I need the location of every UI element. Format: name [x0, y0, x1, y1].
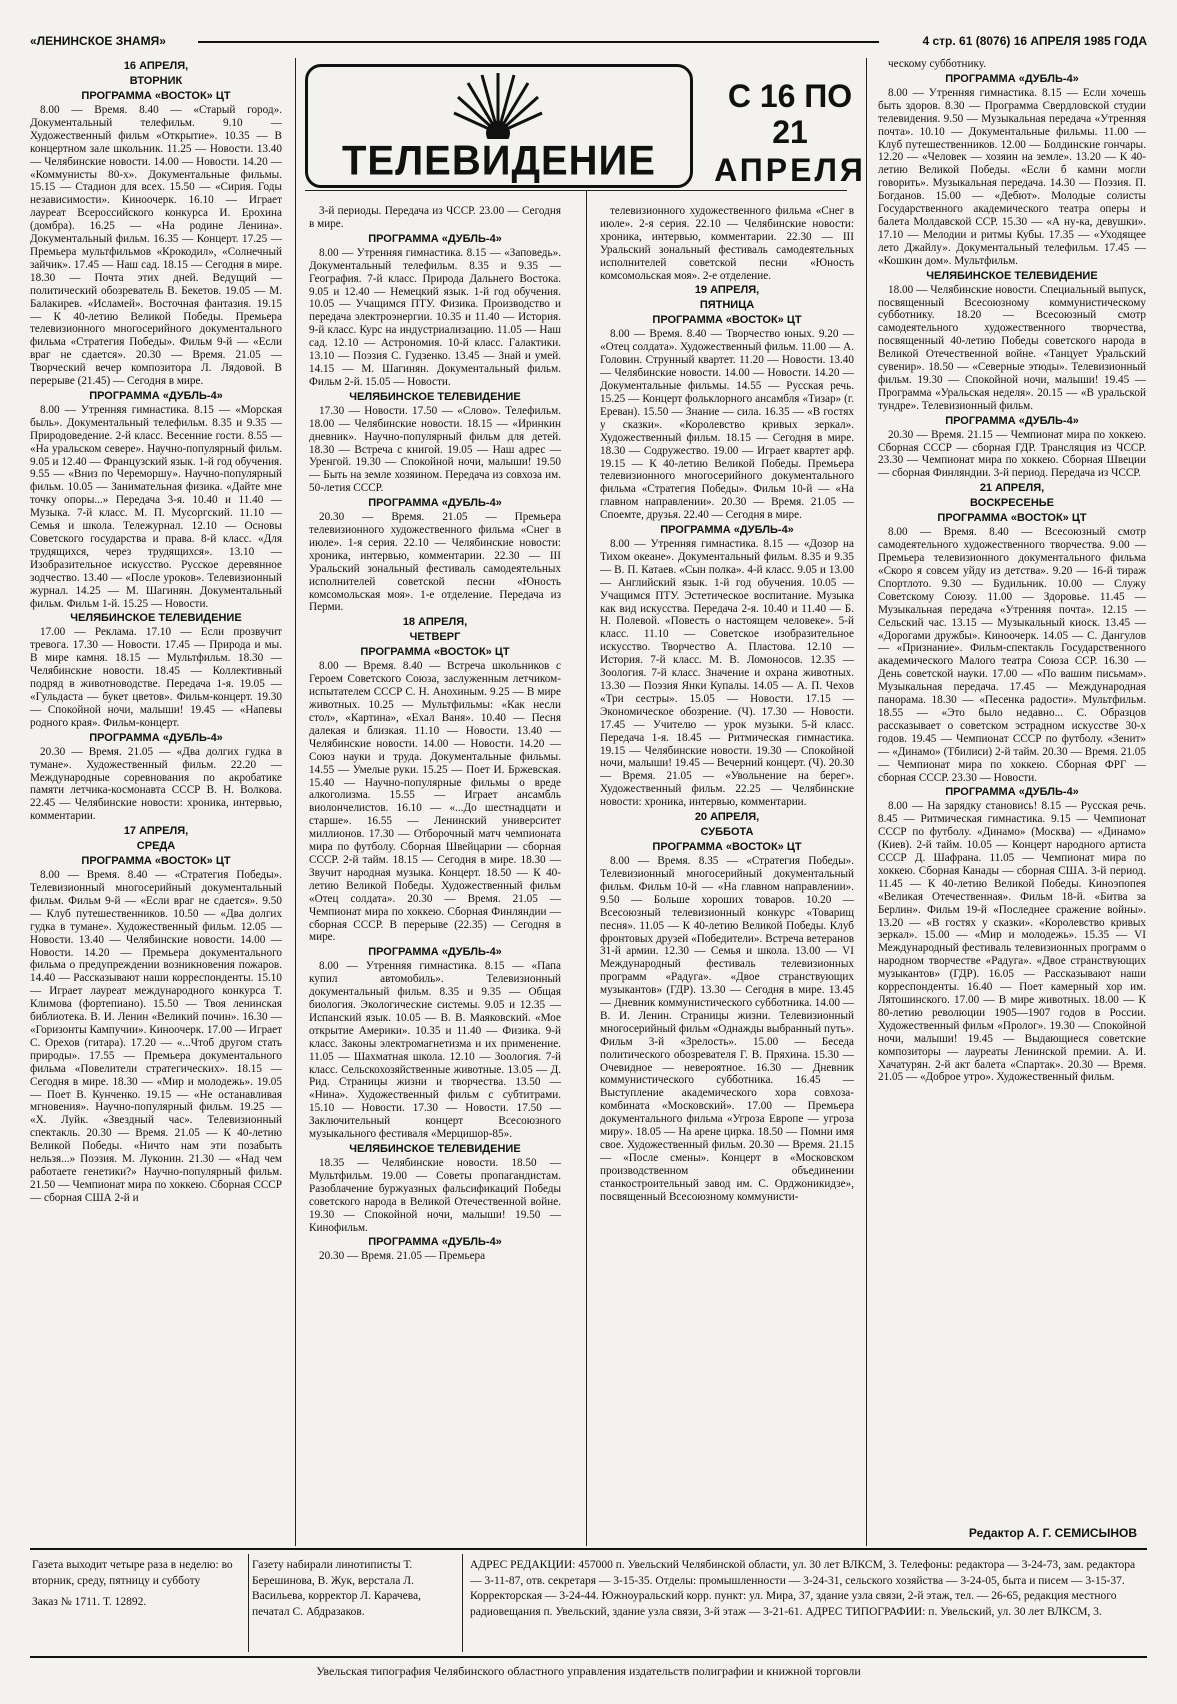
- section-heading: ПРОГРАММА «ДУБЛЬ-4»: [368, 946, 502, 959]
- program-listing: 8.00 — Время. 8.40 — Всесоюзный смотр самодеятельного художественного творчества. 9.00 — Премьера телевизионного документального фильма «Скоро я совсем уйду из детства». 9.20 — 16-й тираж Спортлото. 9.30 — Будильник. 10.00 — Служу Советскому Союзу. 11.00 — Здоровье. 11.45 — Музыкальная передача «Утренняя почта». 12.15 — Сельский час. 13.15 — Музыкальный киоск. 13.45 — «Дорогами дружбы». Киноочерк. 14.05 — С. Дангулов — «Признание». Фильм-спектакль Государственного академического Малого театра Союза ССР. 16.30 — День советской науки. 17.00 — «По вашим письмам». Музыкальная передача. 17.45 — Международная панорама. 18.30 — «Песенка радости». Мультфильм. 18.55 — «Это было недавно... С. Образцов рассказывает о советском эстрадном искусстве 30-х годов. 19.45 — Чемпионат СССР по футболу. «Зенит» — «Динамо» (Тбилиси) 2-й тайм. 20.30 — Время. 21.05 — Чемпионат мира по хоккею. Сборная ФРГ — сборная СССР. 23.30 — Новости.: [878, 526, 1146, 784]
- program-listing: 20.30 — Время. 21.15 — Чемпионат мира по хоккею. Сборная СССР — сборная ГДР. Трансляция из ЧССР. 23.30 — Чемпионат мира по хоккею. Сборная Швеции — сборная Финляндии. 3-й период. Передача из ЧССР.: [878, 428, 1146, 480]
- program-listing: 20.30 — Время. 21.05 — Премьера телевизионного художественного фильма «Снег в июле». 1-я серия. 22.10 — Челябинские новости: хроника, интервью, комментарии. 22.30 — III Уральский зональный фестиваль самодеятельных исполнителей советской песни «Юность комсомольская моя». 1-е отделение. Передача из Перми.: [309, 511, 561, 614]
- section-heading: ПРОГРАММА «ВОСТОК» ЦТ: [652, 314, 802, 327]
- dates-range: С 16 ПО 21: [727, 78, 853, 150]
- column-3: [600, 205, 854, 1545]
- column-1: [30, 58, 282, 1546]
- section-heading: ЧЕЛЯБИНСКОЕ ТЕЛЕВИДЕНИЕ: [70, 612, 242, 625]
- section-heading: ПРОГРАММА «ДУБЛЬ-4»: [368, 1236, 502, 1249]
- section-heading: ВОСКРЕСЕНЬЕ: [969, 497, 1055, 510]
- section-heading: 21 АПРЕЛЯ,: [979, 482, 1045, 495]
- column-divider: [586, 190, 587, 1546]
- logo-title: ТЕЛЕВИДЕНИЕ: [342, 137, 656, 185]
- printing-house: Увельская типография Челябинского областного управления издательств полиграфии и книжной торговли: [316, 1664, 861, 1678]
- program-listing: 8.00 — Время. 8.40 — Творчество юных. 9.20 — «Отец солдата». Художественный фильм. 11.00 — А. Головин. Струнный квартет. 11.20 — Новости. 13.40 — Челябинские новости. 14.00 — Новости. 14.20 — Документальные фильмы. 14.55 — Русская речь. 15.25 — Концерт фольклорного ансамбля «Тизар» (г. Ереван). 15.50 — Знание — сила. 16.35 — «В гостях у сказки». «Королевство кривых зеркал». Художественный фильм. 18.15 — Сегодня в мире. 18.30 — Содружество. 19.00 — Играет квартет арф. 19.15 — К 40-летию Великой Победы. Премьера телевизионного многосерийного документального фильма «Стратегия Победы». Фильм 10-й — «На главном направлении». 20.30 — Время. 21.05 — Споемте, друзья. 22.40 — Сегодня в мире.: [600, 328, 854, 522]
- column-divider: [866, 58, 867, 1546]
- section-heading: ПРОГРАММА «ВОСТОК» ЦТ: [81, 855, 231, 868]
- issue-info: 4 стр. 61 (8076) 16 АПРЕЛЯ 1985 ГОДА: [922, 34, 1147, 48]
- program-listing: 8.00 — Утренняя гимнастика. 8.15 — «Дозор на Тихом океане». Документальный фильм. 8.35 и 9.35 — В. П. Катаев. «Сын полка». 4-й класс. 9.05 и 13.00 — Английский язык. 1-й год обучения. 10.05 — Учащимся ПТУ. Эстетическое воспитание. Музыка как вид искусства. Передача 2-я. 10.40 и 11.40 — Б. Н. Полевой. «Повесть о настоящем человеке». 5-й класс. 11.10 — Советское изобразительное искусство. Творчество А. Пластова. 12.10 — История. 7-й класс. М. В. Ломоносов. 12.35 — Зоология. 7-й класс. Значение и охрана животных. 13.30 — Поэзия Янки Купалы. 14.05 — А. П. Чехов «Три сестры». 15.05 — Новости. 17.15 — Экономическое обозрение. (Ч). 17.30 — Новости. 17.45 — Учителю — урок музыки. 5-й класс. Передача 1-я. 18.45 — Ритмическая гимнастика. 19.15 — Челябинские новости. 19.30 — Спокойной ночи, малыши! 19.45 — Вечерний концерт. (Ч). 20.30 — Время. 21.05 — «Увольнение на берег». Художественный фильм. 22.25 — Челябинские новости: хроника, интервью, комментарии.: [600, 538, 854, 809]
- section-heading: ВТОРНИК: [129, 75, 183, 87]
- section-heading: 19 АПРЕЛЯ,: [694, 284, 760, 297]
- editorial-address: АДРЕС РЕДАКЦИИ: 457000 п. Увельский Челябинской области, ул. 30 лет ВЛКСМ, 3. Телефоны: редактора — 3-24-73, зам. редактора — 3-11-87, отв. секретаря — 3-15-35. Отделы: промышленности — 3-24-31, сельского хозяйства — 3-24-05, быта и писем — 3-15-37. Корректорская — 3-24-44. Южноуральский корр. пункт: ул. Мира, 37, здание узла связи, 2-й этаж, тел. — 26-65, редакция местного радиовещания п. Увельский, здание узла связи, 3-й этаж — 3-21-61. АДРЕС ТИПОГРАФИИ: п. Увельский, ул. 30 лет ВЛКСМ, 3.: [470, 1559, 1136, 1618]
- section-heading: ЧЕЛЯБИНСКОЕ ТЕЛЕВИДЕНИЕ: [926, 269, 1098, 282]
- section-heading: ПРОГРАММА «ДУБЛЬ-4»: [89, 389, 223, 402]
- footer-divider: [462, 1554, 463, 1652]
- section-heading: ПРОГРАММА «ВОСТОК» ЦТ: [360, 646, 510, 659]
- logo-rule: [305, 190, 847, 191]
- issue-schedule: Газета выходит четыре раза в неделю: во вторник, среду, пятницу и субботу: [32, 1559, 233, 1587]
- program-listing: 8.00 — Время. 8.40 — Встреча школьников с Героем Советского Союза, заслуженным летчиком-испытателем СССР С. Н. Анохиным. 9.25 — В мире животных. 10.25 — Мультфильмы: «Как несли стол», «Картина», «Ехал Ваня». 10.40 — Песня далекая и близкая. 11.10 — Новости. 13.40 — Челябинские новости. 14.00 — Новости. 14.20 — Союз науки и труда. Документальные фильмы. 14.55 — Умелые руки. 15.25 — Поет И. Бржевская. 15.40 — Научно-популярные фильмы о вреде алкоголизма. 15.55 — Играет ансамбль виолончелистов. 16.10 — «...До шестнадцати и старше». 16.55 — Ленинский университет миллионов. 17.30 — Отборочный матч чемпионата мира по футболу. Сборная Швейцарии — сборная СССР. 2-й тайм. 18.15 — Сегодня в мире. 18.30 — Звучит народная музыка. Концерт. 18.50 — К 40-летию Великой Победы. Художественный фильм «Отец солдата». 20.30 — Время. 21.05 — Чемпионат мира по хоккею. Сборная Финляндии — сборная СССР. В перерыве (22.35) — Сегодня в мире.: [309, 660, 561, 944]
- section-heading: ПРОГРАММА «ДУБЛЬ-4»: [368, 497, 502, 510]
- section-heading: ПЯТНИЦА: [699, 299, 755, 312]
- page-header: [30, 34, 1147, 50]
- newspaper-name: «ЛЕНИНСКОЕ ЗНАМЯ»: [30, 34, 166, 48]
- column-2: [309, 205, 561, 1545]
- section-heading: СРЕДА: [136, 840, 176, 853]
- program-listing: 20.30 — Время. 21.05 — «Два долгих гудка в тумане». Художественный фильм. 22.20 — Международные соревнования по акробатике памяти летчика-космонавта СССР В. Н. Волкова. 22.45 — Челябинские новости: хроника, интервью, комментарии.: [30, 745, 282, 823]
- section-heading: ПРОГРАММА «ДУБЛЬ-4»: [945, 72, 1079, 85]
- header-rule: [198, 41, 879, 43]
- column-4: [878, 58, 1146, 1546]
- section-heading: 18 АПРЕЛЯ,: [402, 616, 468, 629]
- section-heading: 20 АПРЕЛЯ,: [694, 811, 760, 824]
- section-heading: 17 АПРЕЛЯ,: [123, 825, 189, 838]
- program-listing: 8.00 — Утренняя гимнастика. 8.15 — «Заповедь». Документальный телефильм. 8.35 и 9.35 — География. 7-й класс. Природа Дальнего Востока. 9.05 и 12.40 — Немецкий язык. 1-й год обучения. 10.05 — Учащимся ПТУ. Физика. Производство и передача электроэнергии. 10.35 и 11.40 — История. 9-й класс. Курс на индустриализацию. 11.05 — Наш сад. 12.10 — Астрономия. 10-й класс. Галактики. 13.10 — Поэзия С. Гудзенко. 13.45 — Знай и умей. 14.15 — М. Шагинян. Документальный фильм. Фильм 2-й. 15.05 — Новости.: [309, 246, 561, 388]
- order-number: Заказ № 1711. Т. 12892.: [32, 1596, 147, 1608]
- program-listing: 8.00 — Утренняя гимнастика. 8.15 — «Морская быль». Документальный телефильм. 8.35 и 9.35 — Природоведение. 2-й класс. Весенние гости. 8.55 — «На уральском севере». Научно-популярный фильм. 9.05 и 12.40 — Французский язык. 1-й год обучения. 9.55 — «Вниз по Череморшу». Научно-популярный фильм. 10.05 — Занимательная физика. «Дайте мне точку опоры...» Передача 3-я. 10.40 и 11.40 — Музыка. 7-й класс. М. П. Мусоргский. 11.10 — Семья и школа. Тележурнал. 12.10 — Основы Советского государства и права. 8-й класс. «Для трудящихся, через трудящихся». 13.10 — Изобразительное искусство. Русское деревянное зодчество. 13.40 — «После уроков». Телевизионный журнал. 14.25 — М. Шагинян. Документальный фильм. Фильм 1-й. 15.25 — Новости.: [30, 403, 282, 610]
- program-listing: ческому субботнику.: [888, 58, 987, 70]
- program-listing: 17.30 — Новости. 17.50 — «Слово». Телефильм. 18.00 — Челябинские новости. 18.15 — «Иринкин дневник». Научно-популярный фильм для детей. 18.30 — Встреча с книгой. 19.05 — Наш адрес — Уренгой. 19.30 — Спокойной ночи, малыши! 19.50 — Быть на земле хозяином. Передача из совхоза им. 50-летия СССР.: [309, 404, 561, 495]
- column-divider: [295, 58, 296, 1546]
- program-listing: 8.00 — Утренняя гимнастика. 8.15 — «Папа купил автомобиль». Телевизионный документальный фильм. 8.35 и 9.35 — Общая биология. Экологические системы. 9.05 и 12.35 — Испанский язык. 10.05 — В. В. Маяковский. «Мое открытие Америки». 10.35 и 11.40 — Физика. 9-й класс. Законы электромагнетизма и их применение. 11.05 — Шахматная школа. 12.10 — Зоология. 7-й класс. Сельскохозяйственные животные. 13.05 — Д. Рид. Страницы жизни и творчества. 13.50 — «Нина». Художественный фильм с субтитрами. 15.10 — Новости. 17.30 — Новости. 17.50 — Заключительный концерт Всесоюзного музыкального фестиваля «Мерцишор-85».: [309, 960, 561, 1141]
- typesetting-credits: Газету набирали линотиписты Т. Берешинова, В. Жук, верстала Л. Васильева, корректор Л. Карачева, печатал С. Абдразаков.: [252, 1559, 422, 1618]
- program-listing: 8.00 — Время. 8.40 — «Стратегия Победы». Телевизионный многосерийный документальный фильм. Фильм 9-й — «Если враг не сдается». 9.50 — Клуб путешественников. 10.50 — «Два долгих гудка в тумане». Художественный фильм. 12.05 — Новости. 13.40 — Челябинские новости. 14.00 — Новости. 14.20 — Премьера документального фильма о предупреждении возникновения пожаров. 14.40 — Рассказывают наши корреспонденты. 15.10 — Играет лауреат международного конкурса Т. Климова (фортепиано). 15.50 — Твоя ленинская библиотека. В. И. Ленин «Великий почин». 16.30 — «Горизонты Кампучии». Киноочерк. 17.00 — Играет С. Орехов (гитара). 17.20 — «...Чтоб другом стать природы». 17.55 — Премьера документального фильма «Повелители стратегических». 18.15 — Сегодня в мире. 18.30 — «Мир и молодежь». 19.05 — Поет В. Кунченко. 19.15 — «Не останавливая мгновения». Научно-популярный фильм. 19.25 — «Х. Луйк. «Звездный час». Телевизионный спектакль. 20.30 — Время. 21.05 — К 40-летию Великой Победы. «Ничто нам эти позабыть нельзя...» Поэзия. М. Луконин. 21.30 — «Над чем работаете генетики?» Научно-популярный фильм. 21.50 — Чемпионат мира по хоккею. Сборная СССР — сборная США 2-й и: [30, 869, 282, 1204]
- program-listing: 18.00 — Челябинские новости. Специальный выпуск, посвященный Всесоюзному коммунистическому субботнику. 18.20 — Всесоюзный смотр самодеятельного художественного творчества, посвященный 40-летию Победы советского народа в Великой Отечественной войне. «Танцует Уральский сувенир». 18.50 — «Северные этюды». Телевизионный фильм. 19.30 — Спокойной ночи, малыши! 19.45 — Программа «Уральская неделя». 20.15 — «В уральской тундре». Телевизионный фильм.: [878, 283, 1146, 412]
- section-heading: ПРОГРАММА «ДУБЛЬ-4»: [660, 524, 794, 537]
- section-heading: ЧЕТВЕРГ: [409, 631, 461, 644]
- section-heading: СУББОТА: [700, 826, 754, 839]
- footer: [30, 1548, 1147, 1658]
- program-listing: 8.00 — Утренняя гимнастика. 8.15 — Если хочешь быть здоров. 8.30 — Программа Свердловской студии телевидения. 9.50 — Музыкальная передача «Утренняя почта». 10.10 — Документальные фильмы. 11.00 — Клуб путешественников. 12.00 — Болдинские гончары. 12.20 — «Человек — хозяин на земле». 13.20 — К 40-летию Великой Победы. «Если б камни могли говорить». Музыкальная передача. 14.30 — Поэзия. П. Богданов. 15.00 — «Дебют». Молодые солисты Государственного академического театра оперы и балета Молдавской ССР. 15.30 — «А ну-ка, девушки». 17.10 — Мелодии и ритмы Кубы. 17.35 — «Уходящее лето Джайлу». Документальный телефильм. 17.45 — «Кошкин дом». Мультфильм.: [878, 86, 1146, 267]
- television-logo: [305, 64, 693, 188]
- section-heading: ПРОГРАММА «ДУБЛЬ-4»: [89, 731, 223, 744]
- section-heading: ПРОГРАММА «ВОСТОК» ЦТ: [937, 512, 1087, 525]
- section-heading: ПРОГРАММА «ДУБЛЬ-4»: [368, 232, 502, 245]
- program-listing: 20.30 — Время. 21.05 — Премьера: [319, 1250, 486, 1263]
- week-dates: [710, 78, 870, 190]
- section-heading: ПРОГРАММА «ВОСТОК» ЦТ: [652, 841, 802, 854]
- program-listing: 8.00 — Время. 8.40 — «Старый город». Документальный телефильм. 9.10 — Художественный фильм «Открытие». 10.35 — В концертном зале школьник. 11.25 — Новости. 13.40 — Челябинские новости. 14.00 — Новости. 14.20 — «Коммунисты 80-х». Документальные фильмы. 15.15 — Стадион для всех. 15.50 — «Сирия. Годы независимости». Киноочерк. 16.10 — Играет лауреат Всероссийского конкурса И. Ерохина (домбра). 16.25 — «На родине Ленина». Документальный фильм. 16.35 — Концерт. 17.25 — Премьера мультфильмов «Крокодил», «Солнечный зайчик». 17.45 — Наш сад. 18.15 — Сегодня в мире. 18.30 — Почта этих дней. Ведущий — политический обозреватель В. Бекетов. 19.05 — М. Балакирев. «Исламей». Восточная фантазия. 19.15 — К 40-летию Великой Победы. Премьера телевизионного многосерийного документального фильма «Стратегия Победы». Фильм 9-й — «Если враг не сдается». 20.30 — Время. 21.05 — Творческий вечер композитора Л. Лядовой. В перерыве (21.45) — Сегодня в мире.: [30, 104, 282, 388]
- program-listing: 17.00 — Реклама. 17.10 — Если прозвучит тревога. 17.30 — Новости. 17.45 — Природа и мы. В мире камня. 18.15 — Мультфильм. 18.30 — Челябинские новости. 18.45 — Коллективный подряд в животноводстве. Передача 1-я. 19.05 — «Гульдаста — букет цветов». Фильм-концерт. 19.30 — Спокойной ночи, малыши! 19.45 — «Напевы родного края». Фильм-концерт.: [30, 626, 282, 729]
- editor-signature: Редактор А. Г. СЕМИСЫНОВ: [968, 1526, 1137, 1540]
- section-heading: ЧЕЛЯБИНСКОЕ ТЕЛЕВИДЕНИЕ: [349, 390, 521, 403]
- section-heading: 16 АПРЕЛЯ,: [123, 60, 189, 72]
- dates-month: АПРЕЛЯ: [714, 152, 866, 188]
- program-listing: 8.00 — Время. 8.35 — «Стратегия Победы». Телевизионный многосерийный документальный фильм. Фильм 10-й — «На главном направлении». 9.50 — Больше хороших товаров. 10.20 — Всесоюзный телевизионный конкурс «Товарищ песня». 11.05 — К 40-летию Великой Победы. Клуб фронтовых друзей «Победители». Встреча ветеранов 31-й армии. 12.30 — Семья и школа. 13.00 — VI Международный фестиваль телевизионных программ «Радуга». «Двое странствующих музыкантов» (ГДР). 13.30 — Сегодня в мире. 13.45 — Дневник коммунистического субботника. 14.00 — В. И. Ленин. Страницы жизни. Телевизионный многосерийный фильм «Однажды выбранный путь». Фильм 3-й «Зрелость». 15.00 — Беседа политического обозревателя Г. В. Пряхина. 15.30 — Очевидное — невероятное. 16.30 — Дневник коммунистического субботника. 16.45 — Выступление академического хора совхоза-комбината «Московский». 17.00 — Премьера документального фильма «Угроза Европе — угроза миру». 18.05 — На арене цирка. 18.50 — Помни имя свое. Художественный фильм. 20.30 — Время. 21.15 — «После смены». Концерт в «Московском производственном объединении станкостроительный завод им. С. Орджоникидзе», посвященный Всесоюзному коммунисти-: [600, 855, 854, 1203]
- footer-divider: [248, 1554, 249, 1652]
- sun-rays-icon: [450, 73, 546, 139]
- program-listing: 8.00 — На зарядку становись! 8.15 — Русская речь. 8.45 — Ритмическая гимнастика. 9.15 — Чемпионат СССР по футболу. «Динамо» (Москва) — «Динамо» (Киев). 2-й тайм. 10.05 — Концерт народного артиста СССР Д. Шафрана. 11.05 — Чемпионат мира по хоккею. Сборная Канады — сборная США. 3-й период. 11.45 — К 40-летию Великой Победы. Киноэпопея «Великая Отечественная». Фильм 18-й. «Битва за Берлин». Фильм 19-й «Последнее сражение войны». 13.20 — «В гостях у сказки». «Королевство кривых зеркал». 15.00 — «Мир и молодежь». 15.35 — VI Международный фестиваль телевизионных программ о народном творчестве «Радуга». «Двое странствующих музыкантов» (ГДР). 16.05 — Рассказывают наши корреспонденты. 16.40 — Поет камерный хор им. Лятошинского. 17.00 — В мире животных. 18.00 — К 80-летию революции 1905—1907 годов в России. Художественный фильм «Пролог». 19.30 — Спокойной ночи, малыши! 19.45 — Выдающиеся советские композиторы — лауреаты Ленинской премии. А. И. Хачатурян. 2-й акт балета «Спартак». 20.30 — Время. 21.05 — «Доброе утро». Художественный фильм.: [878, 800, 1146, 1084]
- section-heading: ПРОГРАММА «ДУБЛЬ-4»: [945, 786, 1079, 799]
- footer-issue-info: [32, 1558, 246, 1611]
- program-listing: 18.35 — Челябинские новости. 18.50 — Мультфильм. 19.00 — Советы пропагандистам. Разоблачение буржуазных фальсификаций Победы советского народа в Великой Отечественной войне. 19.30 — Спокойной ночи, малыши! 19.50 — Кинофильм.: [309, 1157, 561, 1234]
- section-heading: ПРОГРАММА «ВОСТОК» ЦТ: [81, 90, 231, 102]
- program-listing: 3-й периоды. Передача из ЧССР. 23.00 — Сегодня в мире.: [309, 205, 561, 230]
- section-heading: ЧЕЛЯБИНСКОЕ ТЕЛЕВИДЕНИЕ: [349, 1143, 521, 1155]
- program-listing: телевизионного художественного фильма «Снег в июле». 2-я серия. 22.10 — Челябинские новости: хроника, интервью, комментарии. 22.30 — III Уральский зональный фестиваль самодеятельных исполнителей советской песни «Юность комсомольская моя». 2-е отделение.: [600, 205, 854, 282]
- section-heading: ПРОГРАММА «ДУБЛЬ-4»: [945, 414, 1079, 427]
